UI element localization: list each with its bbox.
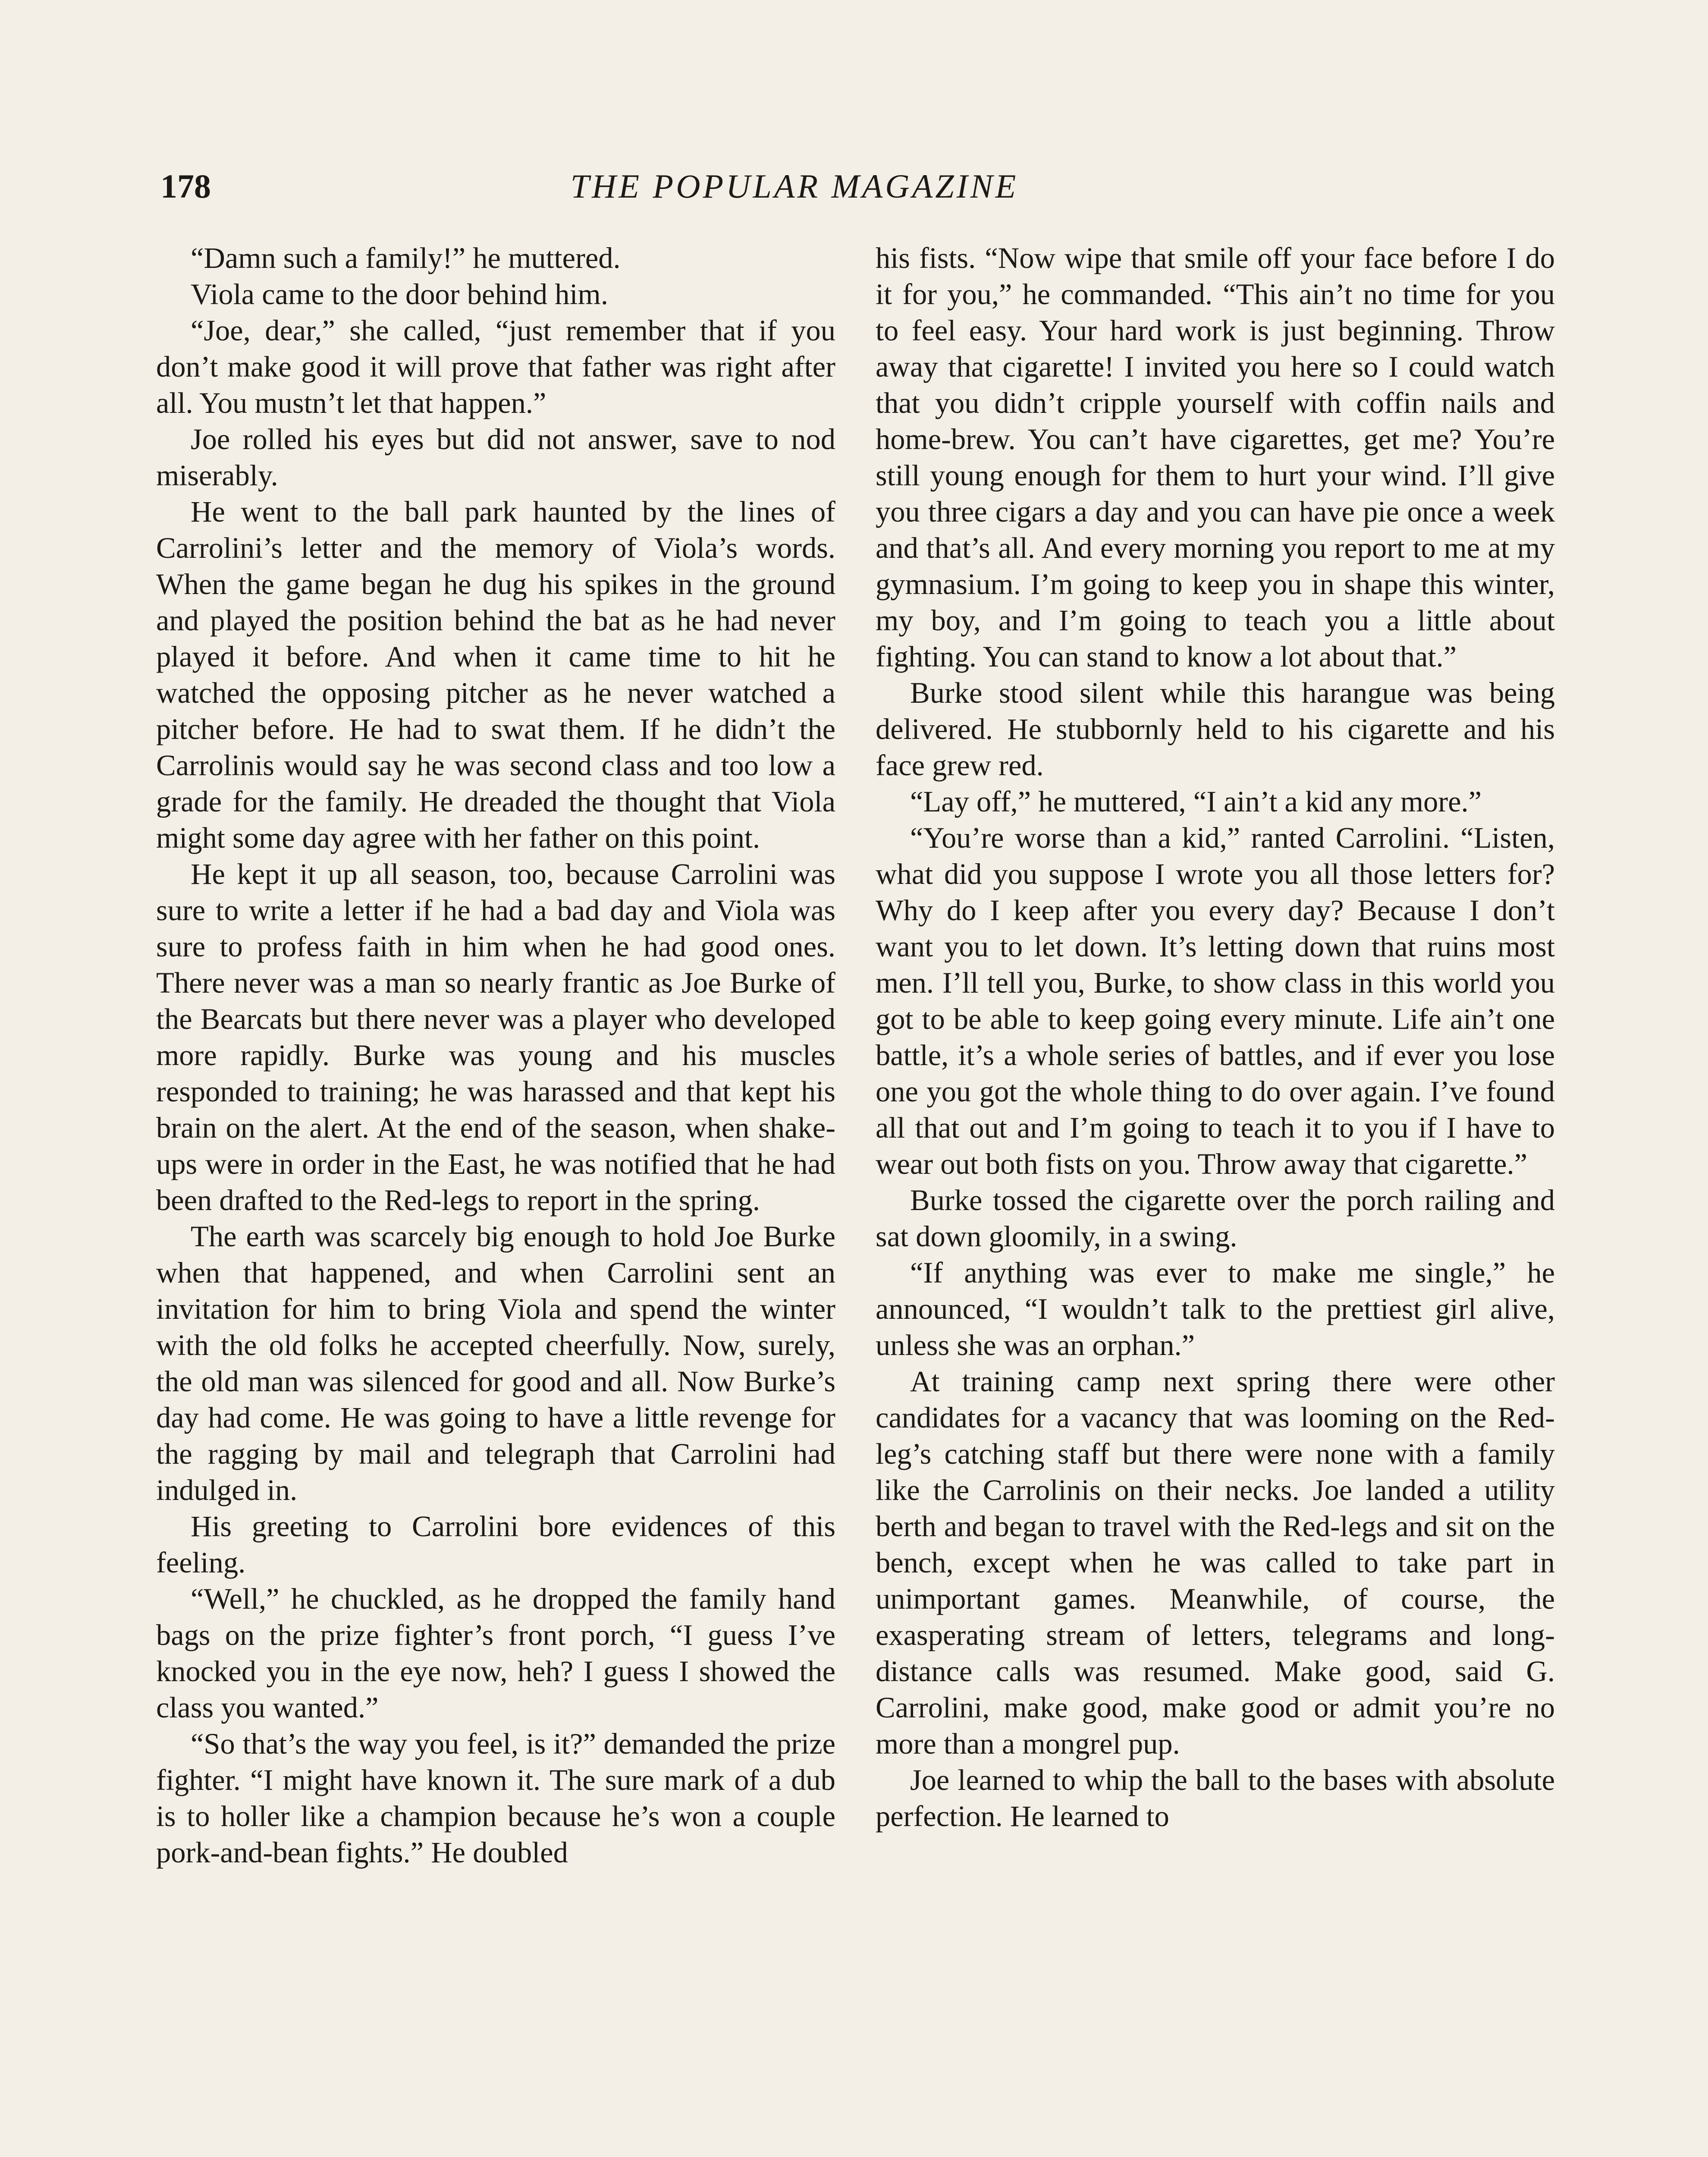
paragraph: “So that’s the way you feel, is it?” demanded the prize fighter. “I might have known it. The sure mark of a dub is to holler like a champion because he’s won a couple pork-and-bean fights.” He doubled [156,1727,835,1869]
right-column [876,240,1555,1834]
paragraph: He kept it up all season, too, because Carrolini was sure to write a letter if he had a bad day and Viola was sure to profess faith in him when he had good ones. There never was a man so nearly frantic as Joe Burke of the Bearcats but there never was a player who developed more rapidly. Burke was young and his muscles responded to training; he was harassed and that kept his brain on the alert. At the end of the season, when shake-ups were in order in the East, he was notified that he had been drafted to the Red-legs to report in the spring. [156,858,835,1217]
running-head: THE POPULAR MAGAZINE [570,167,1019,205]
paragraph: Joe learned to whip the ball to the bases with absolute perfection. He learned to [876,1764,1555,1833]
paragraph: “If anything was ever to make me single,” he announced, “I wouldn’t talk to the prettiest girl alive, unless she was an orphan.” [876,1256,1555,1361]
page-number: 178 [160,167,211,205]
paragraph: “You’re worse than a kid,” ranted Carrolini. “Listen, what did you suppose I wrote you all those letters for? Why do I keep after you every day? Because I don’t want you to let down. It’s letting down that ruins most men. I’ll tell you, Burke, to show class in this world you got to be able to keep going every minute. Life ain’t one battle, it’s a whole series of battles, and if ever you lose one you got the whole thing to do over again. I’ve found all that out and I’m going to teach it to you if I have to wear out both fists on you. Throw away that cigarette.” [876,821,1555,1180]
paragraph: At training camp next spring there were other candidates for a vacancy that was looming on the Red-leg’s catching staff but there were none with a family like the Carrolinis on their necks. Joe landed a utility berth and began to travel with the Red-legs and sit on the bench, except when he was called to take part in unimportant games. Meanwhile, of course, the exasperating stream of letters, telegrams and long-distance calls was resumed. Make good, said G. Carrolini, make good, make good or admit you’re no more than a mongrel pup. [876,1365,1555,1760]
left-column [156,240,835,1871]
paragraph: “Joe, dear,” she called, “just remember that if you don’t make good it will prove that father was right after all. You mustn’t let that happen.” [156,314,835,419]
paragraph: Burke tossed the cigarette over the porch railing and sat down gloomily, in a swing. [876,1184,1555,1253]
paragraph: His greeting to Carrolini bore evidences of this feeling. [156,1510,835,1579]
page-header [160,152,1429,221]
paragraph: Joe rolled his eyes but did not answer, save to nod miserably. [156,423,835,492]
paragraph: Viola came to the door behind him. [191,278,608,311]
paragraph: “Well,” he chuckled, as he dropped the family hand bags on the prize fighter’s front porch, “I guess I’ve knocked you in the eye now, heh? I guess I showed the class you wanted.” [156,1582,835,1724]
paragraph: “Lay off,” he muttered, “I ain’t a kid any more.” [910,785,1482,818]
paragraph-continued: his fists. “Now wipe that smile off your face before I do it for you,” he commanded. “This ain’t no time for you to feel easy. Your hard work is just beginning. Throw away that cigarette! I invited you here so I could watch that you didn’t cripple yourself with coffin nails and home-brew. You can’t have cigarettes, get me? You’re still young enough for them to hurt your wind. I’ll give you three cigars a day and you can have pie once a week and that’s all. And every morning you report to me at my gymnasium. I’m going to keep you in shape this winter, my boy, and I’m going to teach you a little about fighting. You can stand to know a lot about that.” [876,242,1555,673]
paragraph: Burke stood silent while this harangue was being delivered. He stubbornly held to his cigarette and his face grew red. [876,676,1555,782]
paragraph: “Damn such a family!” he muttered. [191,242,621,274]
paragraph: The earth was scarcely big enough to hold Joe Burke when that happened, and when Carrolini sent an invitation for him to bring Viola and spend the winter with the old folks he accepted cheerfully. Now, surely, the old man was silenced for good and all. Now Burke’s day had come. He was going to have a little revenge for the ragging by mail and telegraph that Carrolini had indulged in. [156,1220,835,1506]
paragraph: He went to the ball park haunted by the lines of Carrolini’s letter and the memory of Viola’s words. When the game began he dug his spikes in the ground and played the position behind the bat as he had never played it before. And when it came time to hit he watched the opposing pitcher as he never watched a pitcher before. He had to swat them. If he didn’t the Carrolinis would say he was second class and too low a grade for the family. He dreaded the thought that Viola might some day agree with her father on this point. [156,495,835,854]
